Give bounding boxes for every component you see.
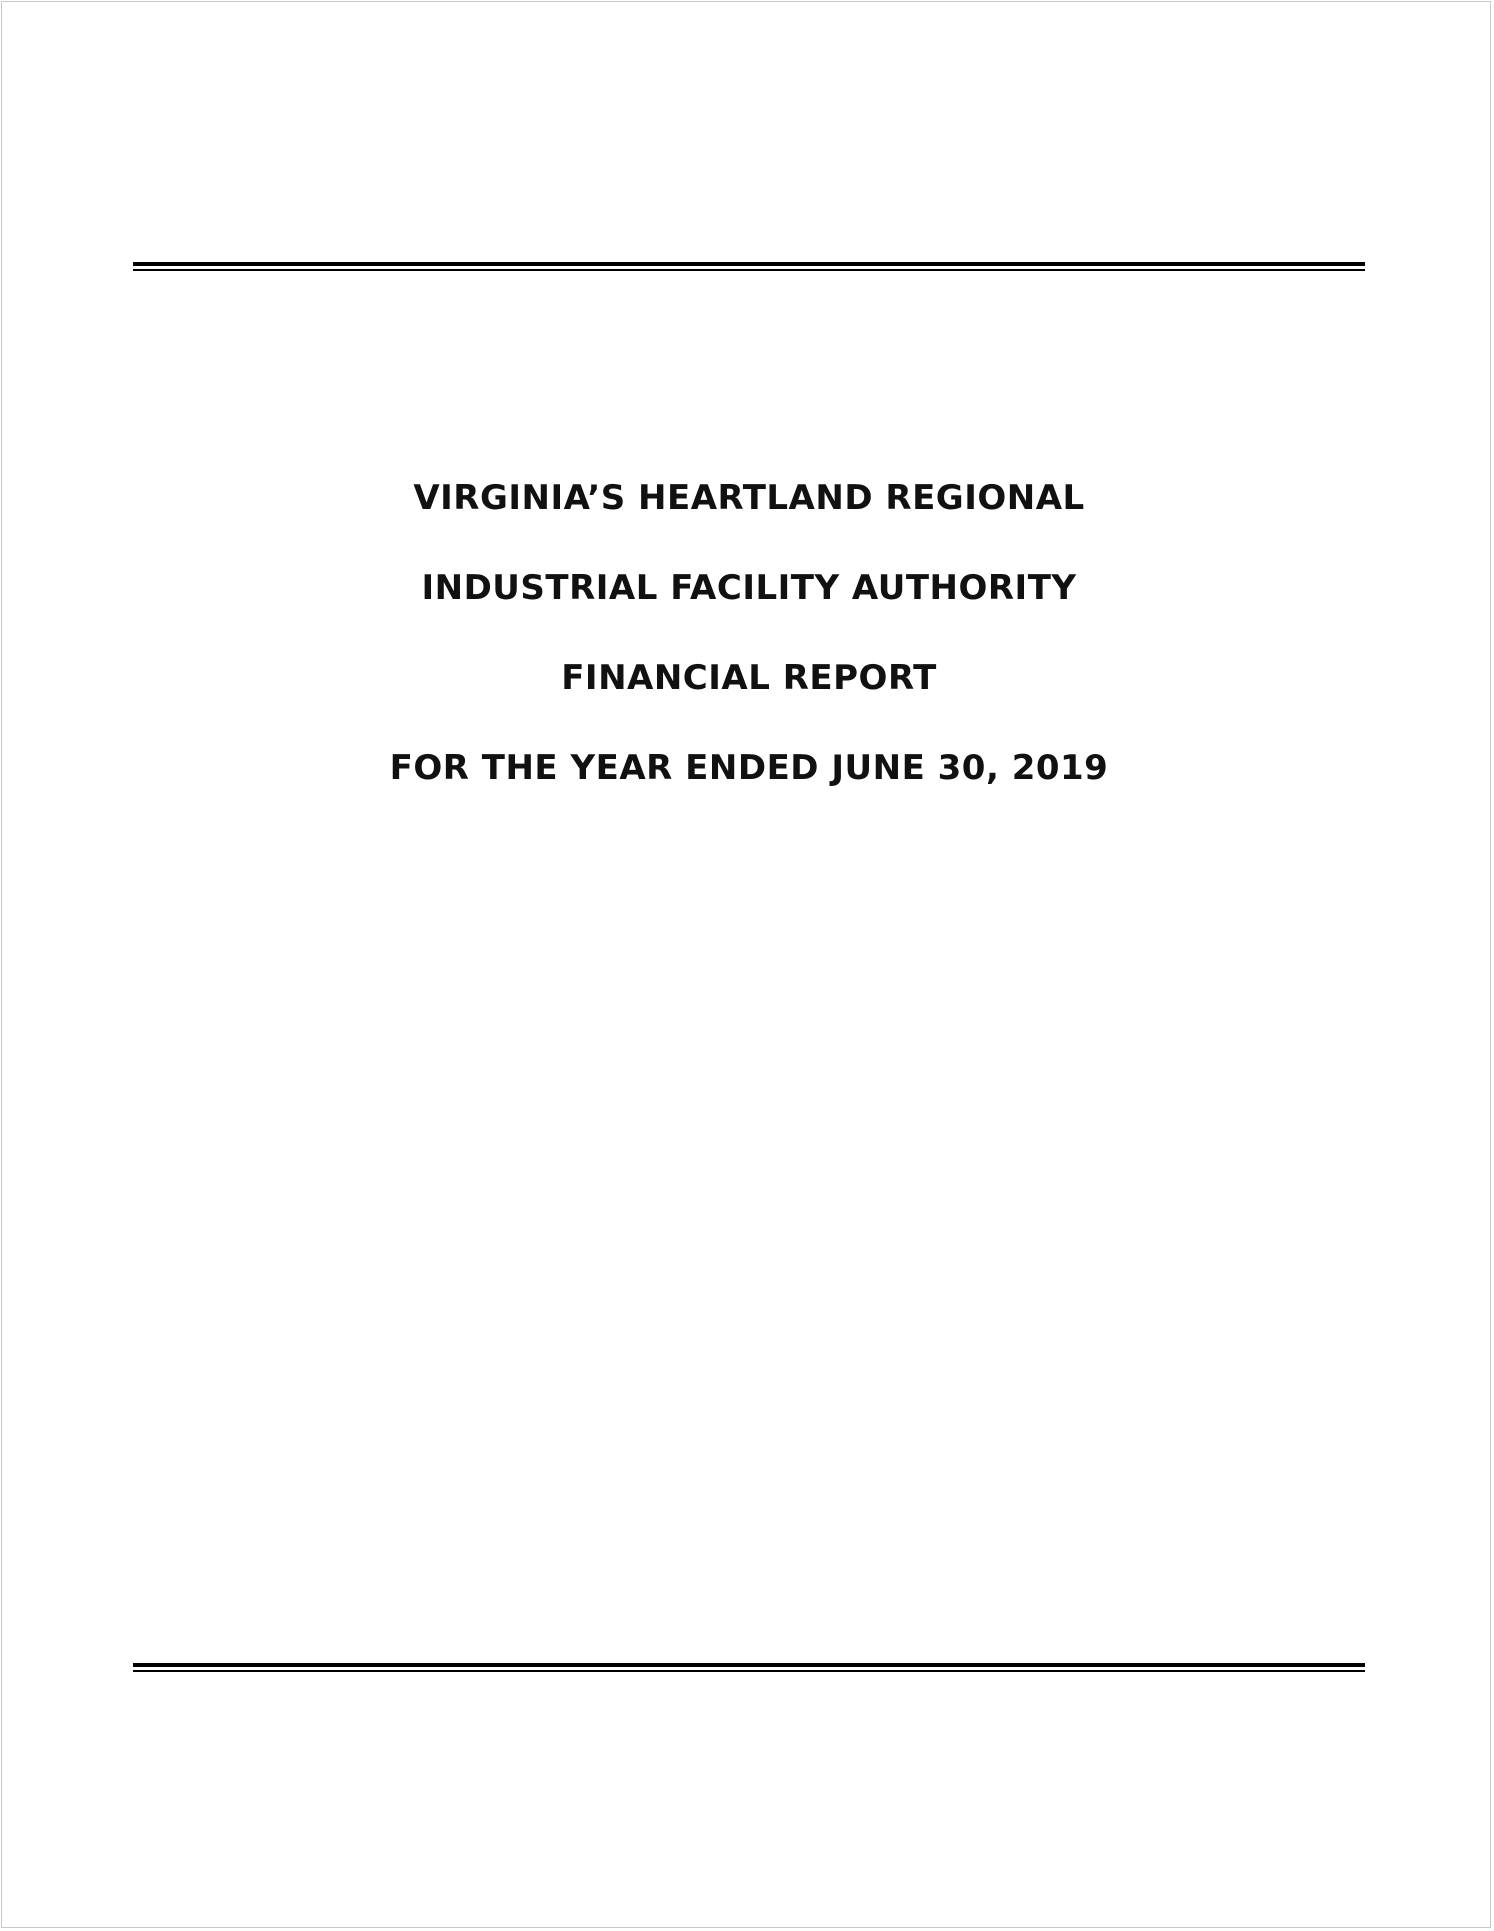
- top-double-rule: [133, 262, 1365, 272]
- title-report-period: FOR THE YEAR ENDED JUNE 30, 2019: [389, 748, 1109, 788]
- bottom-double-rule: [133, 1663, 1365, 1673]
- title-report-type: FINANCIAL REPORT: [561, 658, 937, 698]
- top-rule-thick-line: [133, 262, 1365, 266]
- title-organization-line-2: INDUSTRIAL FACILITY AUTHORITY: [421, 568, 1077, 608]
- bottom-rule-thick-line: [133, 1663, 1365, 1667]
- title-organization-line-1: VIRGINIA’S HEARTLAND REGIONAL: [413, 478, 1085, 518]
- bottom-rule-thin-line: [133, 1670, 1365, 1672]
- top-rule-thin-line: [133, 269, 1365, 271]
- document-page: [1, 1, 1491, 1928]
